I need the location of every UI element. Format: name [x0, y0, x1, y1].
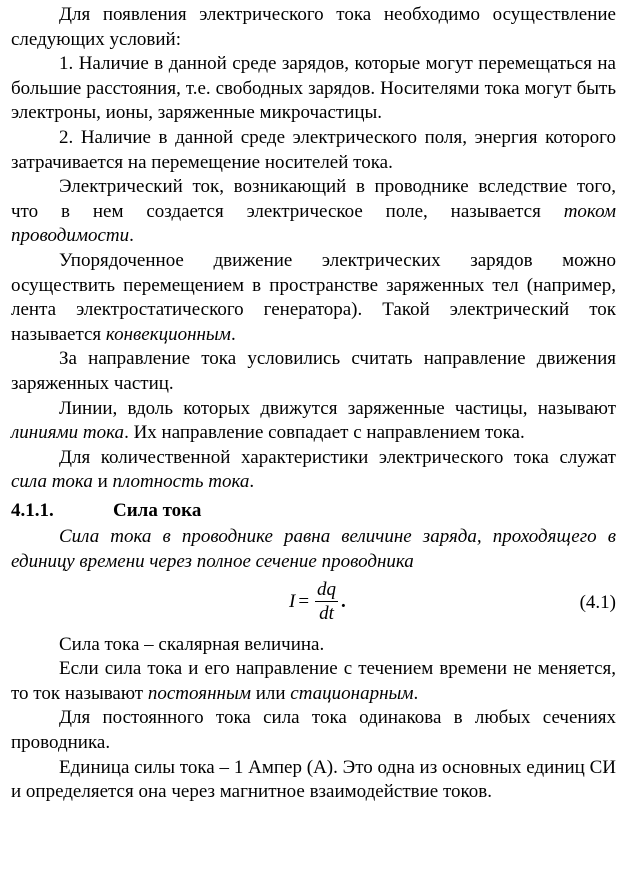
- quantity-mid: и: [92, 471, 113, 493]
- formula-fraction: [315, 579, 338, 626]
- paragraph-scalar: Сила тока – скалярная величина.: [59, 633, 325, 655]
- conduction-text: Электрический ток, возникающий в проводнике вследствие того, что в нем создается электрическое поле, называется: [11, 176, 616, 222]
- paragraph-same-strength: Для постоянного тока сила тока одинакова в любых сечениях проводника.: [11, 707, 616, 754]
- constant-mid: или: [250, 682, 291, 704]
- convection-end: .: [230, 323, 236, 345]
- formula-equals: =: [298, 590, 310, 612]
- term-current-density: плотность тока: [112, 471, 250, 493]
- lines-end: . Их направление совпадает с направлением тока.: [124, 422, 525, 444]
- paragraph-conduction-current: [11, 175, 616, 249]
- term-convection: конвекционным: [105, 323, 231, 345]
- paragraph-unit-ampere: Единица силы тока – 1 Ампер (А). Это одна из основных единиц СИ и определяется она через магнитное взаимодействие токов.: [11, 756, 616, 803]
- paragraph-current-direction: За направление тока условились считать направление движения заряженных частиц.: [11, 348, 616, 394]
- paragraph-quantitative: [11, 446, 616, 495]
- conduction-end: .: [129, 225, 134, 247]
- term-conduction-current: током проводимости: [11, 200, 616, 247]
- formula-end-dot: .: [341, 590, 346, 612]
- formula-4-1: [11, 577, 616, 633]
- paragraph-condition-2: 2. Наличие в данной среде электрического поля, энергия которого затрачивается на перемещение носителей тока.: [11, 126, 616, 173]
- formula-denominator: dt: [319, 602, 334, 624]
- paragraph-convection-current: [11, 249, 616, 347]
- paragraph-condition-1: 1. Наличие в данной среде зарядов, которые могут перемещаться на большие расстояния, т.е. свободных зарядов. Носителями тока могут быть электроны, ионы, заряженные микрочастицы.: [11, 53, 616, 124]
- constant-text: Если сила тока и его направление с течением времени не меняется, то ток называют: [11, 658, 616, 704]
- constant-end: .: [413, 682, 419, 704]
- formula-expression: [289, 579, 346, 626]
- quantity-text: Для количественной характеристики электрического тока служат: [59, 446, 616, 468]
- section-title: Сила тока: [113, 499, 202, 521]
- equation-number: (4.1): [579, 591, 616, 613]
- paragraph-constant-current: [11, 657, 616, 706]
- term-stationary: стационарным: [290, 682, 414, 704]
- convection-text: Упорядоченное движение электрических зарядов можно осуществить перемещением в пространстве заряженных тел (например, лента электростатического генератора). Такой электрический ток называется: [11, 249, 616, 345]
- paragraph-current-lines: [11, 397, 616, 446]
- document-page: [11, 3, 616, 805]
- term-current-strength: сила тока: [11, 471, 93, 493]
- term-constant: постоянным: [147, 682, 251, 704]
- section-heading: [11, 499, 616, 524]
- lines-text: Линии, вдоль которых движутся заряженные частицы, называют: [59, 397, 616, 419]
- definition-current-strength: Сила тока в проводнике равна величине заряда, проходящего в единицу времени через полное сечение проводника: [11, 526, 616, 573]
- section-number: 4.1.1.: [11, 499, 54, 521]
- formula-numerator: dq: [317, 578, 337, 600]
- quantity-end: .: [249, 471, 255, 493]
- term-current-lines: линиями тока: [11, 422, 125, 444]
- paragraph-conditions-intro: Для появления электрического тока необходимо осуществление следующих условий:: [11, 4, 616, 50]
- formula-lhs: I: [289, 590, 296, 612]
